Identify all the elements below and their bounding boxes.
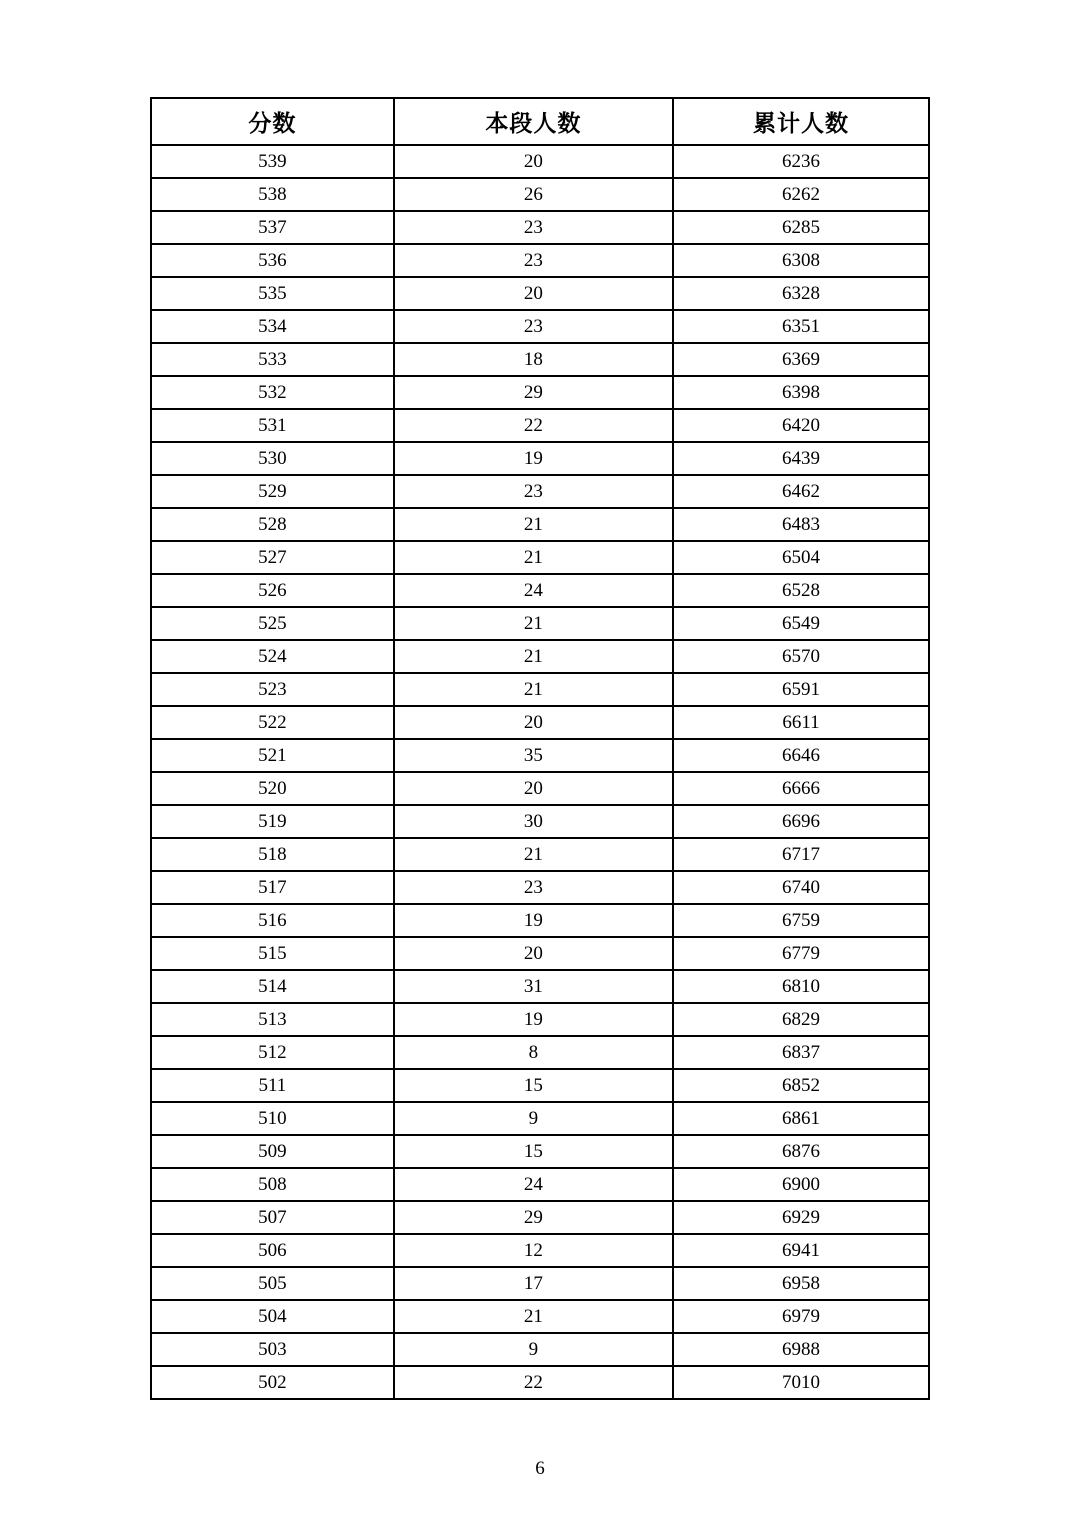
table-cell: 534 <box>151 310 394 343</box>
table-cell: 520 <box>151 772 394 805</box>
table-cell: 29 <box>394 1201 673 1234</box>
table-cell: 539 <box>151 145 394 178</box>
table-cell: 535 <box>151 277 394 310</box>
table-cell: 525 <box>151 607 394 640</box>
table-cell: 526 <box>151 574 394 607</box>
table-row <box>151 838 929 871</box>
table-cell: 6528 <box>673 574 929 607</box>
table-cell: 521 <box>151 739 394 772</box>
table-cell: 6717 <box>673 838 929 871</box>
table-cell: 528 <box>151 508 394 541</box>
table-cell: 6351 <box>673 310 929 343</box>
table-cell: 523 <box>151 673 394 706</box>
table-row <box>151 1036 929 1069</box>
table-row <box>151 970 929 1003</box>
table-cell: 527 <box>151 541 394 574</box>
table-cell: 21 <box>394 508 673 541</box>
table-row <box>151 442 929 475</box>
table-cell: 21 <box>394 838 673 871</box>
table-row <box>151 904 929 937</box>
table-row <box>151 772 929 805</box>
table-row <box>151 673 929 706</box>
table-cell: 24 <box>394 574 673 607</box>
table-cell: 6810 <box>673 970 929 1003</box>
table-row <box>151 640 929 673</box>
table-row <box>151 508 929 541</box>
table-cell: 8 <box>394 1036 673 1069</box>
table-cell: 508 <box>151 1168 394 1201</box>
table-cell: 20 <box>394 937 673 970</box>
table-cell: 23 <box>394 310 673 343</box>
table-header-row <box>151 98 929 145</box>
table-cell: 6549 <box>673 607 929 640</box>
table-cell: 23 <box>394 871 673 904</box>
table-cell: 6941 <box>673 1234 929 1267</box>
table-cell: 23 <box>394 475 673 508</box>
table-cell: 6929 <box>673 1201 929 1234</box>
table-row <box>151 1069 929 1102</box>
table-cell: 6398 <box>673 376 929 409</box>
table-cell: 21 <box>394 541 673 574</box>
table-cell: 512 <box>151 1036 394 1069</box>
table-cell: 12 <box>394 1234 673 1267</box>
table-cell: 7010 <box>673 1366 929 1399</box>
table-row <box>151 739 929 772</box>
table-row <box>151 244 929 277</box>
table-cell: 504 <box>151 1300 394 1333</box>
table-cell: 6900 <box>673 1168 929 1201</box>
table-row <box>151 1366 929 1399</box>
table-cell: 6837 <box>673 1036 929 1069</box>
table-row <box>151 211 929 244</box>
table-cell: 6570 <box>673 640 929 673</box>
score-distribution-table <box>150 97 930 1400</box>
table-row <box>151 1234 929 1267</box>
table-cell: 6462 <box>673 475 929 508</box>
table-cell: 6852 <box>673 1069 929 1102</box>
table-cell: 6262 <box>673 178 929 211</box>
table-cell: 20 <box>394 277 673 310</box>
table-cell: 19 <box>394 1003 673 1036</box>
table-cell: 6696 <box>673 805 929 838</box>
table-row <box>151 1333 929 1366</box>
table-cell: 531 <box>151 409 394 442</box>
table-cell: 6420 <box>673 409 929 442</box>
table-row <box>151 475 929 508</box>
table-cell: 524 <box>151 640 394 673</box>
table-cell: 30 <box>394 805 673 838</box>
table-row <box>151 1135 929 1168</box>
table-cell: 514 <box>151 970 394 1003</box>
table-cell: 518 <box>151 838 394 871</box>
page-number: 6 <box>535 1458 545 1479</box>
table-row <box>151 1003 929 1036</box>
table-cell: 6740 <box>673 871 929 904</box>
table-cell: 6979 <box>673 1300 929 1333</box>
table-cell: 22 <box>394 1366 673 1399</box>
table-cell: 17 <box>394 1267 673 1300</box>
table-cell: 517 <box>151 871 394 904</box>
table-cell: 6876 <box>673 1135 929 1168</box>
table-cell: 20 <box>394 706 673 739</box>
table-cell: 9 <box>394 1102 673 1135</box>
table-cell: 29 <box>394 376 673 409</box>
table-cell: 19 <box>394 904 673 937</box>
table-cell: 6328 <box>673 277 929 310</box>
table-cell: 529 <box>151 475 394 508</box>
table-cell: 15 <box>394 1135 673 1168</box>
table-row <box>151 1201 929 1234</box>
table-cell: 507 <box>151 1201 394 1234</box>
table-cell: 536 <box>151 244 394 277</box>
table-cell: 21 <box>394 607 673 640</box>
table-row <box>151 178 929 211</box>
table-row <box>151 343 929 376</box>
table-cell: 533 <box>151 343 394 376</box>
table-cell: 6504 <box>673 541 929 574</box>
table-cell: 516 <box>151 904 394 937</box>
table-cell: 23 <box>394 211 673 244</box>
table-cell: 509 <box>151 1135 394 1168</box>
table-row <box>151 871 929 904</box>
table-cell: 9 <box>394 1333 673 1366</box>
table-cell: 20 <box>394 772 673 805</box>
table-cell: 6958 <box>673 1267 929 1300</box>
table-cell: 502 <box>151 1366 394 1399</box>
table-cell: 6369 <box>673 343 929 376</box>
table-cell: 6779 <box>673 937 929 970</box>
table-cell: 6988 <box>673 1333 929 1366</box>
table-row <box>151 376 929 409</box>
table-cell: 510 <box>151 1102 394 1135</box>
table-row <box>151 1102 929 1135</box>
table-cell: 532 <box>151 376 394 409</box>
table-cell: 6646 <box>673 739 929 772</box>
table-row <box>151 706 929 739</box>
table-cell: 21 <box>394 673 673 706</box>
table-cell: 15 <box>394 1069 673 1102</box>
table-cell: 6611 <box>673 706 929 739</box>
table-cell: 6861 <box>673 1102 929 1135</box>
table-cell: 6308 <box>673 244 929 277</box>
table-row <box>151 1300 929 1333</box>
table-row <box>151 541 929 574</box>
table-cell: 6483 <box>673 508 929 541</box>
table-cell: 6285 <box>673 211 929 244</box>
table-cell: 6439 <box>673 442 929 475</box>
table-cell: 24 <box>394 1168 673 1201</box>
table-cell: 530 <box>151 442 394 475</box>
table-cell: 519 <box>151 805 394 838</box>
table-cell: 20 <box>394 145 673 178</box>
column-header-cumulative-count: 累计人数 <box>673 98 929 145</box>
table-row <box>151 574 929 607</box>
table-cell: 6759 <box>673 904 929 937</box>
table-cell: 522 <box>151 706 394 739</box>
table-cell: 21 <box>394 640 673 673</box>
table-cell: 18 <box>394 343 673 376</box>
table-row <box>151 607 929 640</box>
table-cell: 505 <box>151 1267 394 1300</box>
table-cell: 21 <box>394 1300 673 1333</box>
table-cell: 6829 <box>673 1003 929 1036</box>
table-cell: 537 <box>151 211 394 244</box>
table-cell: 6591 <box>673 673 929 706</box>
table-cell: 35 <box>394 739 673 772</box>
table-body <box>151 145 929 1399</box>
table-cell: 511 <box>151 1069 394 1102</box>
table-cell: 6666 <box>673 772 929 805</box>
table-row <box>151 145 929 178</box>
table-cell: 31 <box>394 970 673 1003</box>
table-cell: 22 <box>394 409 673 442</box>
table-row <box>151 937 929 970</box>
table-row <box>151 277 929 310</box>
table-cell: 515 <box>151 937 394 970</box>
table-cell: 23 <box>394 244 673 277</box>
table-row <box>151 1267 929 1300</box>
table-row <box>151 310 929 343</box>
table-cell: 506 <box>151 1234 394 1267</box>
table-row <box>151 805 929 838</box>
table-cell: 513 <box>151 1003 394 1036</box>
column-header-score: 分数 <box>151 98 394 145</box>
table-cell: 503 <box>151 1333 394 1366</box>
column-header-segment-count: 本段人数 <box>394 98 673 145</box>
table-row <box>151 1168 929 1201</box>
table-row <box>151 409 929 442</box>
table-cell: 6236 <box>673 145 929 178</box>
table-cell: 19 <box>394 442 673 475</box>
table-cell: 538 <box>151 178 394 211</box>
table-cell: 26 <box>394 178 673 211</box>
